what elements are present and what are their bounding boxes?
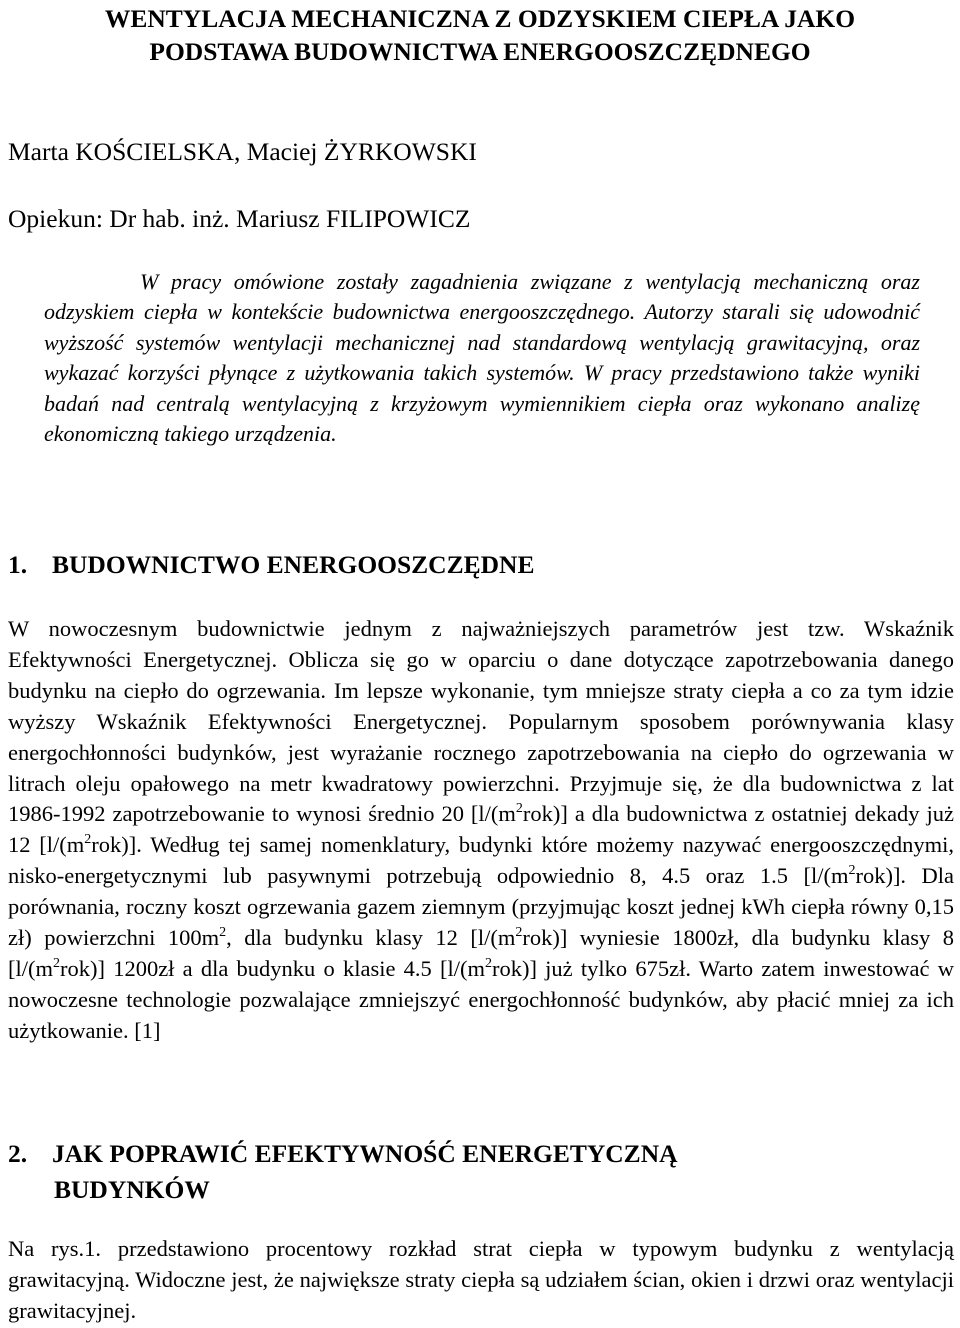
title-line-2: PODSTAWA BUDOWNICTWA ENERGOOSZCZĘDNEGO xyxy=(149,37,811,66)
section-2-title-line-1: JAK POPRAWIĆ EFEKTYWNOŚĆ ENERGETYCZNĄ xyxy=(52,1139,678,1168)
supervisor: Opiekun: Dr hab. inż. Mariusz FILIPOWICZ xyxy=(8,204,471,233)
text-run: rok)]. Dla porównania, roczny koszt ogrzewania gazem ziemnym (przyjmując koszt jednej kWh ciepła równy 0,15 zł) powierzchni 100m xyxy=(8,863,955,951)
superscript: 2 xyxy=(84,832,92,848)
section-2-number: 2. xyxy=(8,1139,28,1168)
superscript: 2 xyxy=(53,955,60,971)
abstract xyxy=(44,267,920,449)
section-1-heading xyxy=(8,547,534,583)
title-line-1: WENTYLACJA MECHANICZNA Z ODZYSKIEM CIEPŁA JAKO xyxy=(104,4,856,33)
text-run: rok)]. Według tej samej nomenklatury, budynki które możemy nazywać energooszczędnymi, nisko-energetycznymi lub pasywnymi potrzebują odpowiednio 8, 4.5 oraz 1.5 [l/(m xyxy=(8,832,954,889)
superscript: 2 xyxy=(848,863,856,879)
text-run: rok)] już tylko 675zł. Warto zatem inwestować w nowoczesne technologie pozwalające zmniejszyć energochłonność budynków, aby płacić mniej za ich użytkowanie. [1] xyxy=(8,955,954,1043)
section-2-title-line-2: BUDYNKÓW xyxy=(54,1175,210,1204)
section-1-body xyxy=(8,614,954,1047)
text-run: rok)] wyniesie 1800zł, dla budynku klasy 8 [l/(m xyxy=(8,925,954,981)
section-1-paragraph xyxy=(8,614,954,1047)
section-2-paragraph: Na rys.1. przedstawiono procentowy rozkład strat ciepła w typowym budynku z wentylacją grawitacyjną. Widoczne jest, że największe straty ciepła są udziałem ścian, okien i drzwi oraz wentylacji grawitacyjnej. xyxy=(8,1236,954,1323)
section-1-number: 1. xyxy=(8,550,28,579)
section-2-body xyxy=(8,1234,954,1327)
section-1-title: BUDOWNICTWO ENERGOOSZCZĘDNE xyxy=(52,550,535,579)
text-run: rok)] a dla budownictwa z ostatniej dekady już 12 [l/(m xyxy=(8,801,955,858)
superscript: 2 xyxy=(515,925,523,941)
superscript: 2 xyxy=(515,801,523,817)
superscript: 2 xyxy=(484,955,492,971)
text-run: W nowoczesnym budownictwie jednym z najważniejszych parametrów jest tzw. Wskaźnik Efektywności Energetycznej. Oblicza się go w oparciu o dane dotyczące zapotrzebowania danego budynku na ciepło do ogrzewania. Im lepsze wykonanie, tym mniejsze straty ciepła a co za tym idzie wyższy Wskaźnik Efektywności Energetycznej. Popularnym sposobem porównywania klasy energochłonności budynków, jest wyrażanie rocznego zapotrzebowania na ciepło do ogrzewania w litrach oleju opałowego na metr kwadratowy powierzchni. Przyjmuje się, że dla budownictwa z lat 1986-1992 zapotrzebowanie to wynosi średnio 20 [l/(m xyxy=(8,616,954,827)
authors: Marta KOŚCIELSKA, Maciej ŻYRKOWSKI xyxy=(8,137,477,166)
text-run: rok)] 1200zł a dla budynku o klasie 4.5 [l/(m xyxy=(60,955,485,981)
abstract-text: W pracy omówione zostały zagadnienia związane z wentylacją mechaniczną oraz odzyskiem ciepła w kontekście budownictwa energooszczędnego. Autorzy starali się udowodnić wyższość systemów wentylacji mechanicznej nad standardową wentylacją grawitacyjną, oraz wykazać korzyści płynące z użytkowania takich systemów. W pracy przedstawiono także wyniki badań nad centralą wentylacyjną z krzyżowym wymiennikiem ciepła oraz wykonano analizę ekonomiczną takiego urządzenia. xyxy=(44,269,920,447)
section-2-heading xyxy=(8,1136,678,1208)
text-run: , dla budynku klasy 12 [l/(m xyxy=(226,925,516,951)
superscript: 2 xyxy=(219,925,227,941)
paper-title xyxy=(0,2,960,68)
